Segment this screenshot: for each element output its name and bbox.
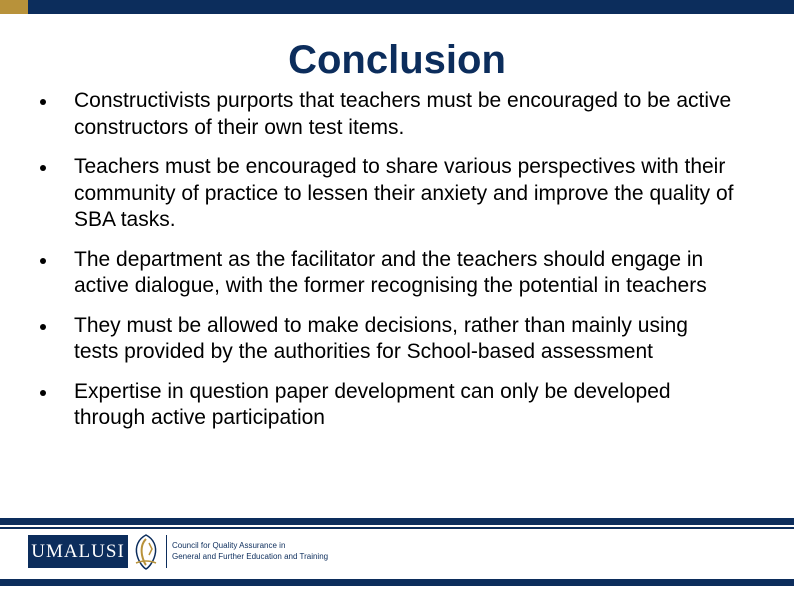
footer-divider-thick (0, 518, 794, 525)
slide-title: Conclusion (288, 38, 506, 82)
bullet-item (38, 379, 738, 432)
bullet-dot-icon (40, 258, 46, 264)
bullet-text: Teachers must be encouraged to share various perspectives with their community of practice to lessen their anxiety and improve the quality of SBA tasks. (74, 155, 734, 231)
bullet-text: Constructivists purports that teachers must be encouraged to be active constructors of their own test items. (74, 89, 732, 139)
umalusi-logo: UMALUSI (28, 535, 128, 568)
bullet-text: They must be allowed to make decisions, rather than mainly using tests provided by the authorities for School-based assessment (74, 313, 688, 363)
bullet-item (38, 88, 738, 141)
footer-divider-thin (0, 527, 794, 529)
umalusi-emblem-icon (131, 533, 161, 571)
council-tagline (172, 540, 328, 562)
footer-bar (0, 579, 794, 586)
bullet-dot-icon (40, 324, 46, 330)
bullet-list (38, 88, 738, 445)
bullet-dot-icon (40, 165, 46, 171)
council-line-1: Council for Quality Assurance in (172, 541, 286, 550)
bullet-item (38, 313, 738, 366)
bullet-text: The department as the facilitator and the teachers should engage in active dialogue, with the former recognising the potential in teachers (74, 247, 707, 297)
logo-divider (166, 535, 167, 568)
bullet-dot-icon (40, 390, 46, 396)
top-gold-accent (0, 0, 28, 14)
bullet-text: Expertise in question paper development can only be developed through active participation (74, 379, 671, 429)
bullet-item (38, 247, 738, 300)
top-banner-bar (0, 0, 794, 14)
bullet-dot-icon (40, 99, 46, 105)
bullet-item (38, 154, 738, 234)
council-line-2: General and Further Education and Training (172, 552, 329, 561)
